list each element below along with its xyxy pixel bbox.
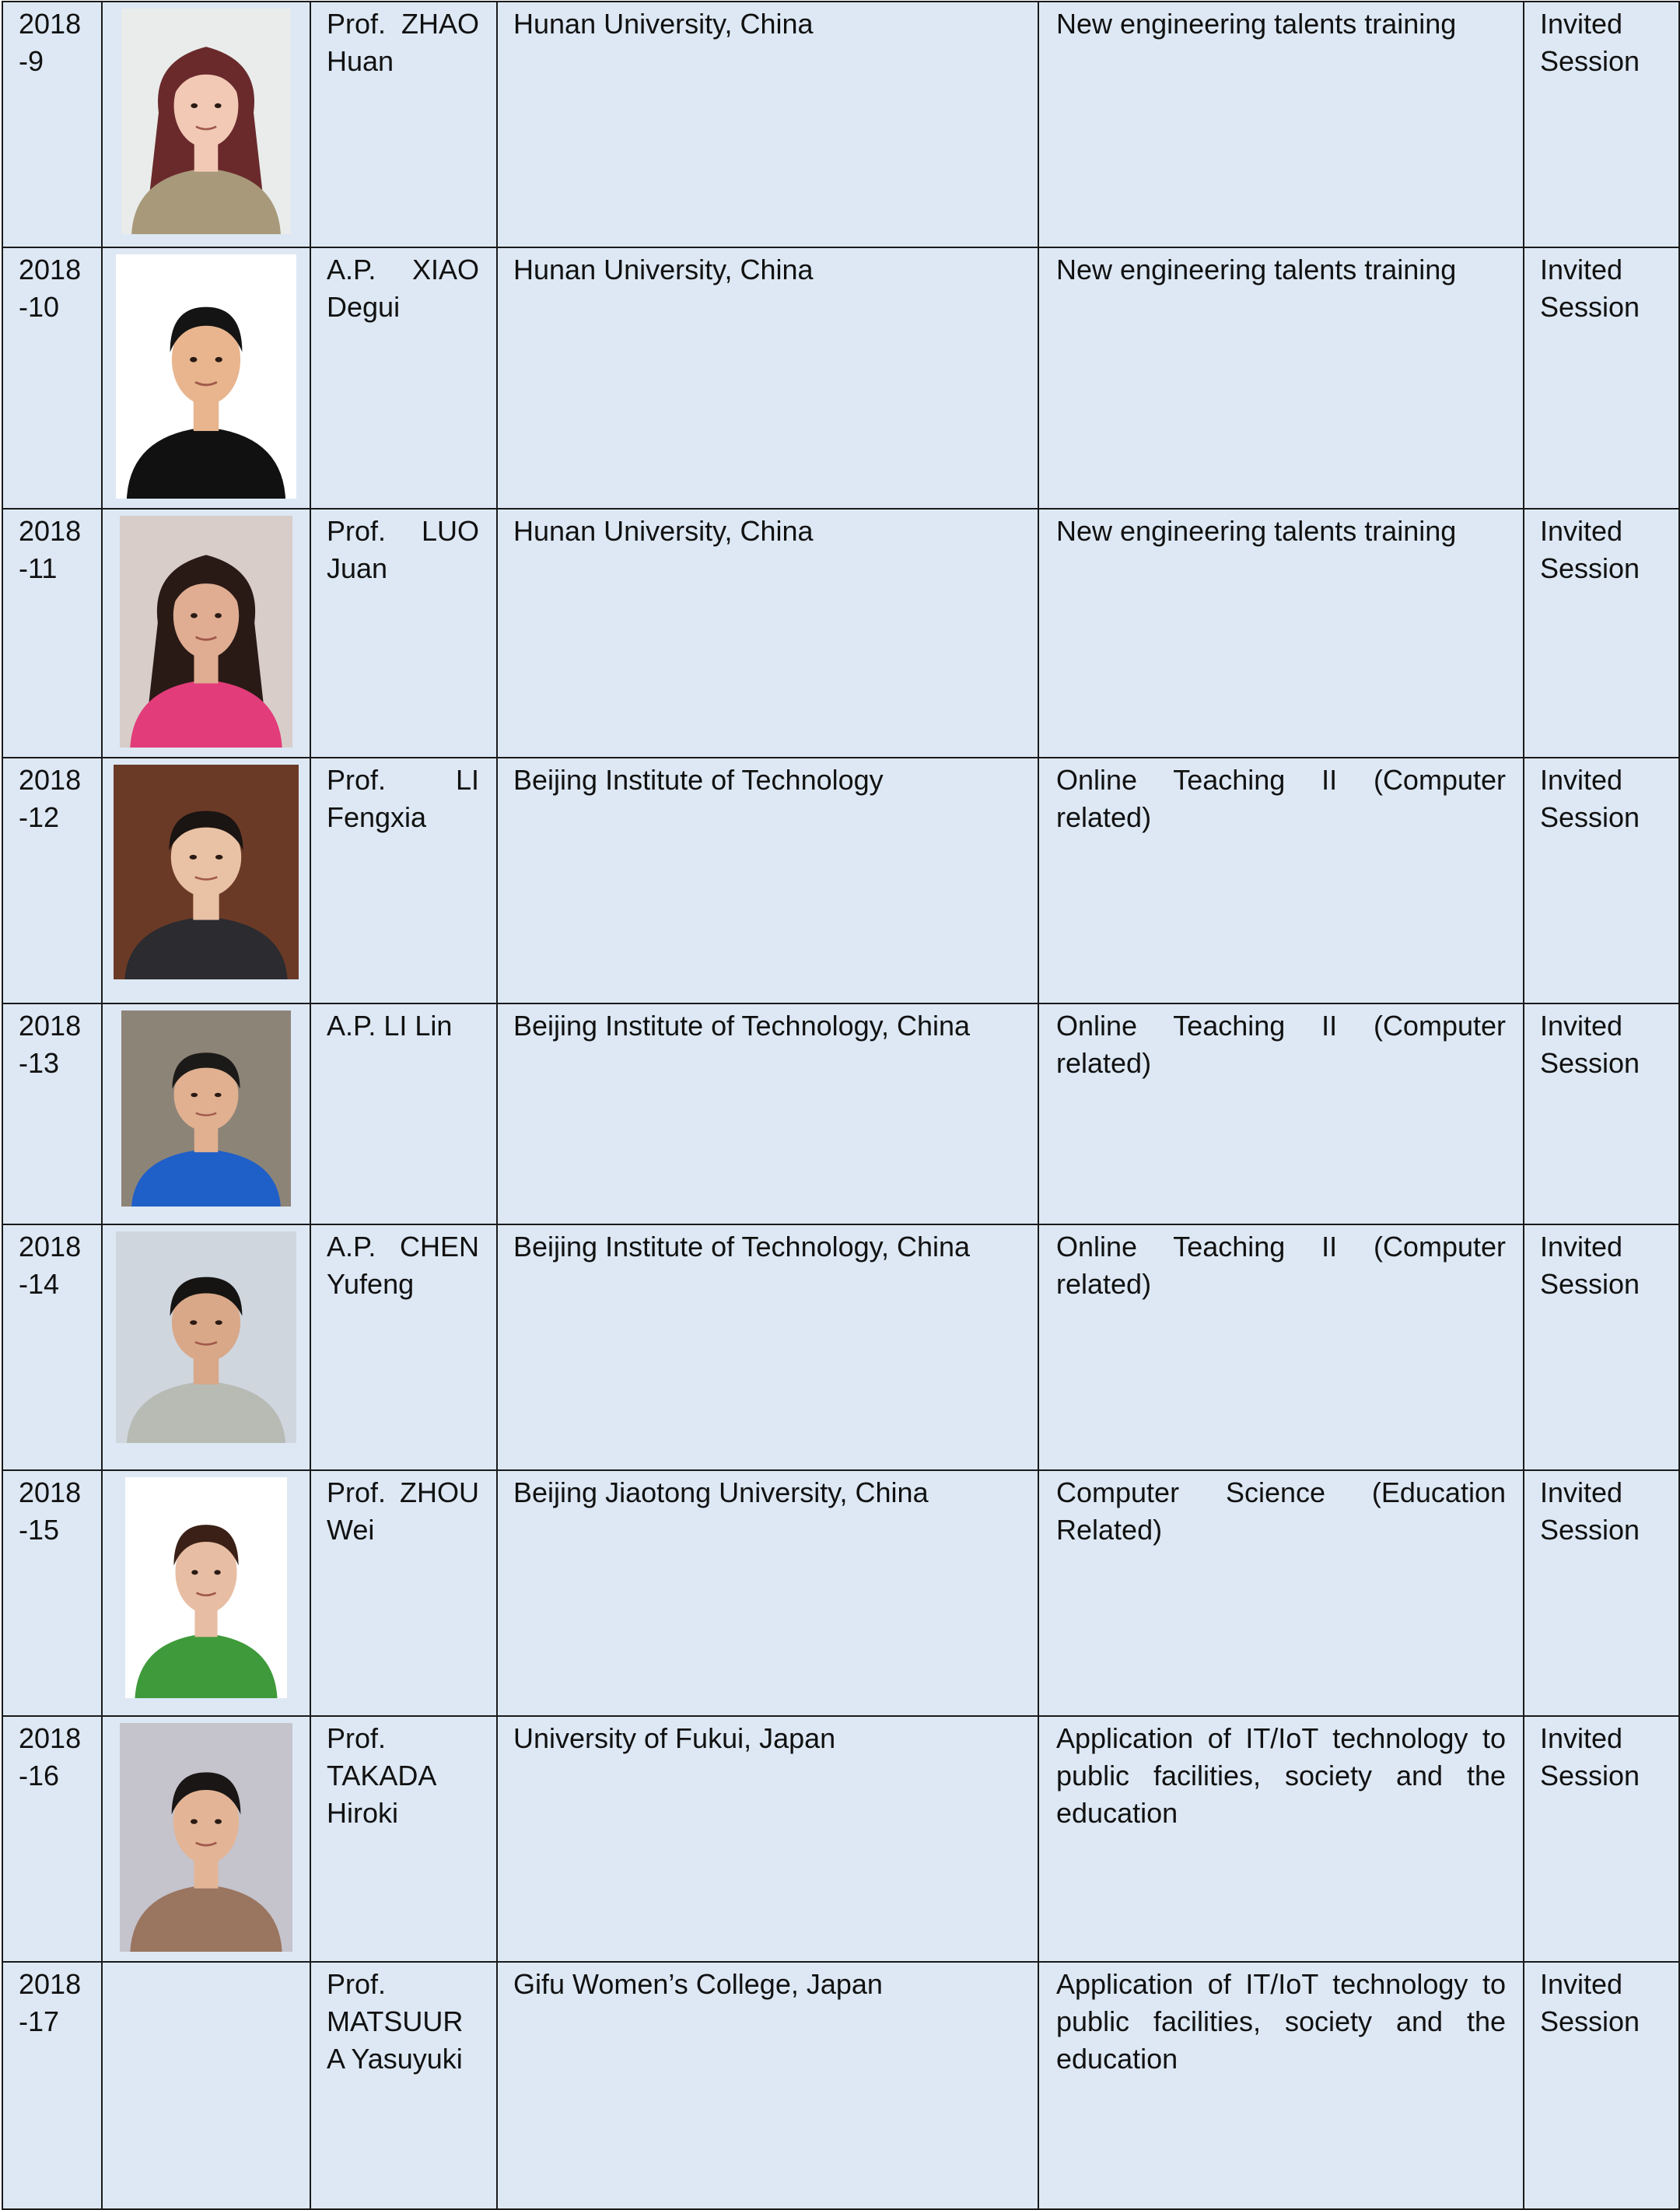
affiliation-cell: [497, 2, 1038, 247]
affiliation-cell: [497, 1470, 1038, 1716]
session-topic: New engineering talents training: [1056, 515, 1457, 547]
session-id-cell: [2, 1003, 102, 1224]
session-id-cell: [2, 1470, 102, 1716]
speaker-name-cell: [310, 1962, 497, 2209]
type-cell: [1524, 1962, 1679, 2209]
affiliation-cell: [497, 758, 1038, 1003]
portrait-graphic: [114, 765, 299, 979]
photo-cell: [102, 758, 310, 1003]
topic-cell: [1038, 1716, 1524, 1962]
session-id: 2018 -10: [19, 254, 82, 323]
session-type: Invited Session: [1540, 1968, 1640, 2037]
session-id: 2018 -9: [19, 8, 82, 77]
session-id-cell: [2, 758, 102, 1003]
affiliation-cell: [497, 1003, 1038, 1224]
portrait-graphic: [121, 9, 291, 234]
session-topic: Online Teaching II (Computer related): [1056, 1010, 1506, 1079]
speaker-name: Prof. LUO Juan: [327, 515, 479, 584]
session-id-cell: [2, 1962, 102, 2209]
speaker-photo: [121, 1010, 291, 1207]
session-topic: Application of IT/IoT technology to public facilities, society and the education: [1056, 1722, 1506, 1829]
speaker-name: Prof. ZHOU Wei: [327, 1476, 479, 1546]
affiliation-cell: [497, 1716, 1038, 1962]
affiliation: Hunan University, China: [513, 254, 814, 285]
speaker-name: Prof. LI Fengxia: [327, 764, 479, 833]
session-id-cell: [2, 1224, 102, 1470]
affiliation: Hunan University, China: [513, 515, 814, 547]
speaker-name-cell: [310, 509, 497, 758]
type-cell: [1524, 247, 1679, 509]
portrait-graphic: [116, 1231, 296, 1443]
topic-cell: [1038, 247, 1524, 509]
topic-cell: [1038, 2, 1524, 247]
session-type: Invited Session: [1540, 515, 1640, 584]
session-topic: New engineering talents training: [1056, 254, 1457, 285]
session-type: Invited Session: [1540, 1722, 1640, 1791]
photo-cell: [102, 1470, 310, 1716]
speaker-photo: [125, 1477, 287, 1698]
session-id-cell: [2, 509, 102, 758]
topic-cell: [1038, 1003, 1524, 1224]
topic-cell: [1038, 1224, 1524, 1470]
affiliation-cell: [497, 509, 1038, 758]
affiliation: Hunan University, China: [513, 8, 814, 40]
photo-cell: [102, 2, 310, 247]
session-id: 2018 -12: [19, 764, 82, 833]
affiliation-cell: [497, 247, 1038, 509]
speaker-photo: [120, 1723, 292, 1952]
table-row: [2, 509, 1679, 758]
type-cell: [1524, 1470, 1679, 1716]
table-row: [2, 247, 1679, 509]
session-topic: Online Teaching II (Computer related): [1056, 764, 1506, 833]
speaker-photo: [121, 9, 291, 234]
table-row: [2, 2, 1679, 247]
speaker-name: A.P. LI Lin: [327, 1010, 453, 1042]
speaker-name: A.P. CHEN Yufeng: [327, 1231, 479, 1300]
speaker-name: Prof. ZHAO Huan: [327, 8, 479, 77]
photo-cell: [102, 1716, 310, 1962]
session-id: 2018 -11: [19, 515, 82, 584]
type-cell: [1524, 509, 1679, 758]
table-row: [2, 1224, 1679, 1470]
type-cell: [1524, 1224, 1679, 1470]
affiliation: Gifu Women’s College, Japan: [513, 1968, 883, 2000]
affiliation-cell: [497, 1962, 1038, 2209]
table-row: [2, 1716, 1679, 1962]
session-type: Invited Session: [1540, 764, 1640, 833]
session-topic: Computer Science (Education Related): [1056, 1476, 1506, 1546]
type-cell: [1524, 758, 1679, 1003]
speaker-name-cell: [310, 1224, 497, 1470]
invited-speakers-table: [2, 1, 1680, 2210]
speaker-photo: [116, 1231, 296, 1443]
affiliation: Beijing Jiaotong University, China: [513, 1476, 929, 1508]
speaker-name-cell: [310, 2, 497, 247]
affiliation: University of Fukui, Japan: [513, 1722, 836, 1754]
speaker-name-cell: [310, 1716, 497, 1962]
speaker-photo: [120, 516, 292, 748]
photo-cell: [102, 1962, 310, 2209]
affiliation: Beijing Institute of Technology, China: [513, 1231, 971, 1263]
topic-cell: [1038, 509, 1524, 758]
portrait-graphic: [120, 516, 292, 748]
topic-cell: [1038, 758, 1524, 1003]
session-id-cell: [2, 2, 102, 247]
session-topic: Online Teaching II (Computer related): [1056, 1231, 1506, 1300]
session-type: Invited Session: [1540, 1476, 1640, 1546]
photo-cell: [102, 509, 310, 758]
session-type: Invited Session: [1540, 1010, 1640, 1079]
speaker-photo: [114, 765, 299, 979]
affiliation-cell: [497, 1224, 1038, 1470]
affiliation: Beijing Institute of Technology: [513, 764, 884, 796]
table-row: [2, 1470, 1679, 1716]
type-cell: [1524, 2, 1679, 247]
photo-cell: [102, 247, 310, 509]
speaker-name-cell: [310, 1003, 497, 1224]
portrait-graphic: [121, 1010, 291, 1207]
photo-cell: [102, 1003, 310, 1224]
type-cell: [1524, 1003, 1679, 1224]
session-id-cell: [2, 1716, 102, 1962]
session-id: 2018 -16: [19, 1722, 82, 1791]
speaker-name-cell: [310, 247, 497, 509]
table-row: [2, 758, 1679, 1003]
portrait-graphic: [125, 1477, 287, 1698]
session-type: Invited Session: [1540, 254, 1640, 323]
type-cell: [1524, 1716, 1679, 1962]
speaker-photo: [116, 254, 296, 499]
session-type: Invited Session: [1540, 1231, 1640, 1300]
session-id: 2018 -13: [19, 1010, 82, 1079]
session-id: 2018 -17: [19, 1968, 82, 2037]
session-topic: Application of IT/IoT technology to public facilities, society and the education: [1056, 1968, 1506, 2075]
session-type: Invited Session: [1540, 8, 1640, 77]
speaker-name: A.P. XIAO Degui: [327, 254, 479, 323]
affiliation: Beijing Institute of Technology, China: [513, 1010, 971, 1042]
speaker-name-cell: [310, 758, 497, 1003]
portrait-graphic: [120, 1723, 292, 1952]
session-id: 2018 -14: [19, 1231, 82, 1300]
table-row: [2, 1003, 1679, 1224]
topic-cell: [1038, 1470, 1524, 1716]
portrait-graphic: [116, 254, 296, 499]
speaker-name: Prof. MATSUURA Yasuyuki: [327, 1968, 464, 2075]
table-row: [2, 1962, 1679, 2209]
session-id-cell: [2, 247, 102, 509]
topic-cell: [1038, 1962, 1524, 2209]
table-body: [2, 2, 1679, 2209]
session-id: 2018 -15: [19, 1476, 82, 1546]
speaker-name-cell: [310, 1470, 497, 1716]
speaker-name: Prof. TAKADA Hiroki: [327, 1722, 437, 1829]
session-topic: New engineering talents training: [1056, 8, 1457, 40]
photo-cell: [102, 1224, 310, 1470]
